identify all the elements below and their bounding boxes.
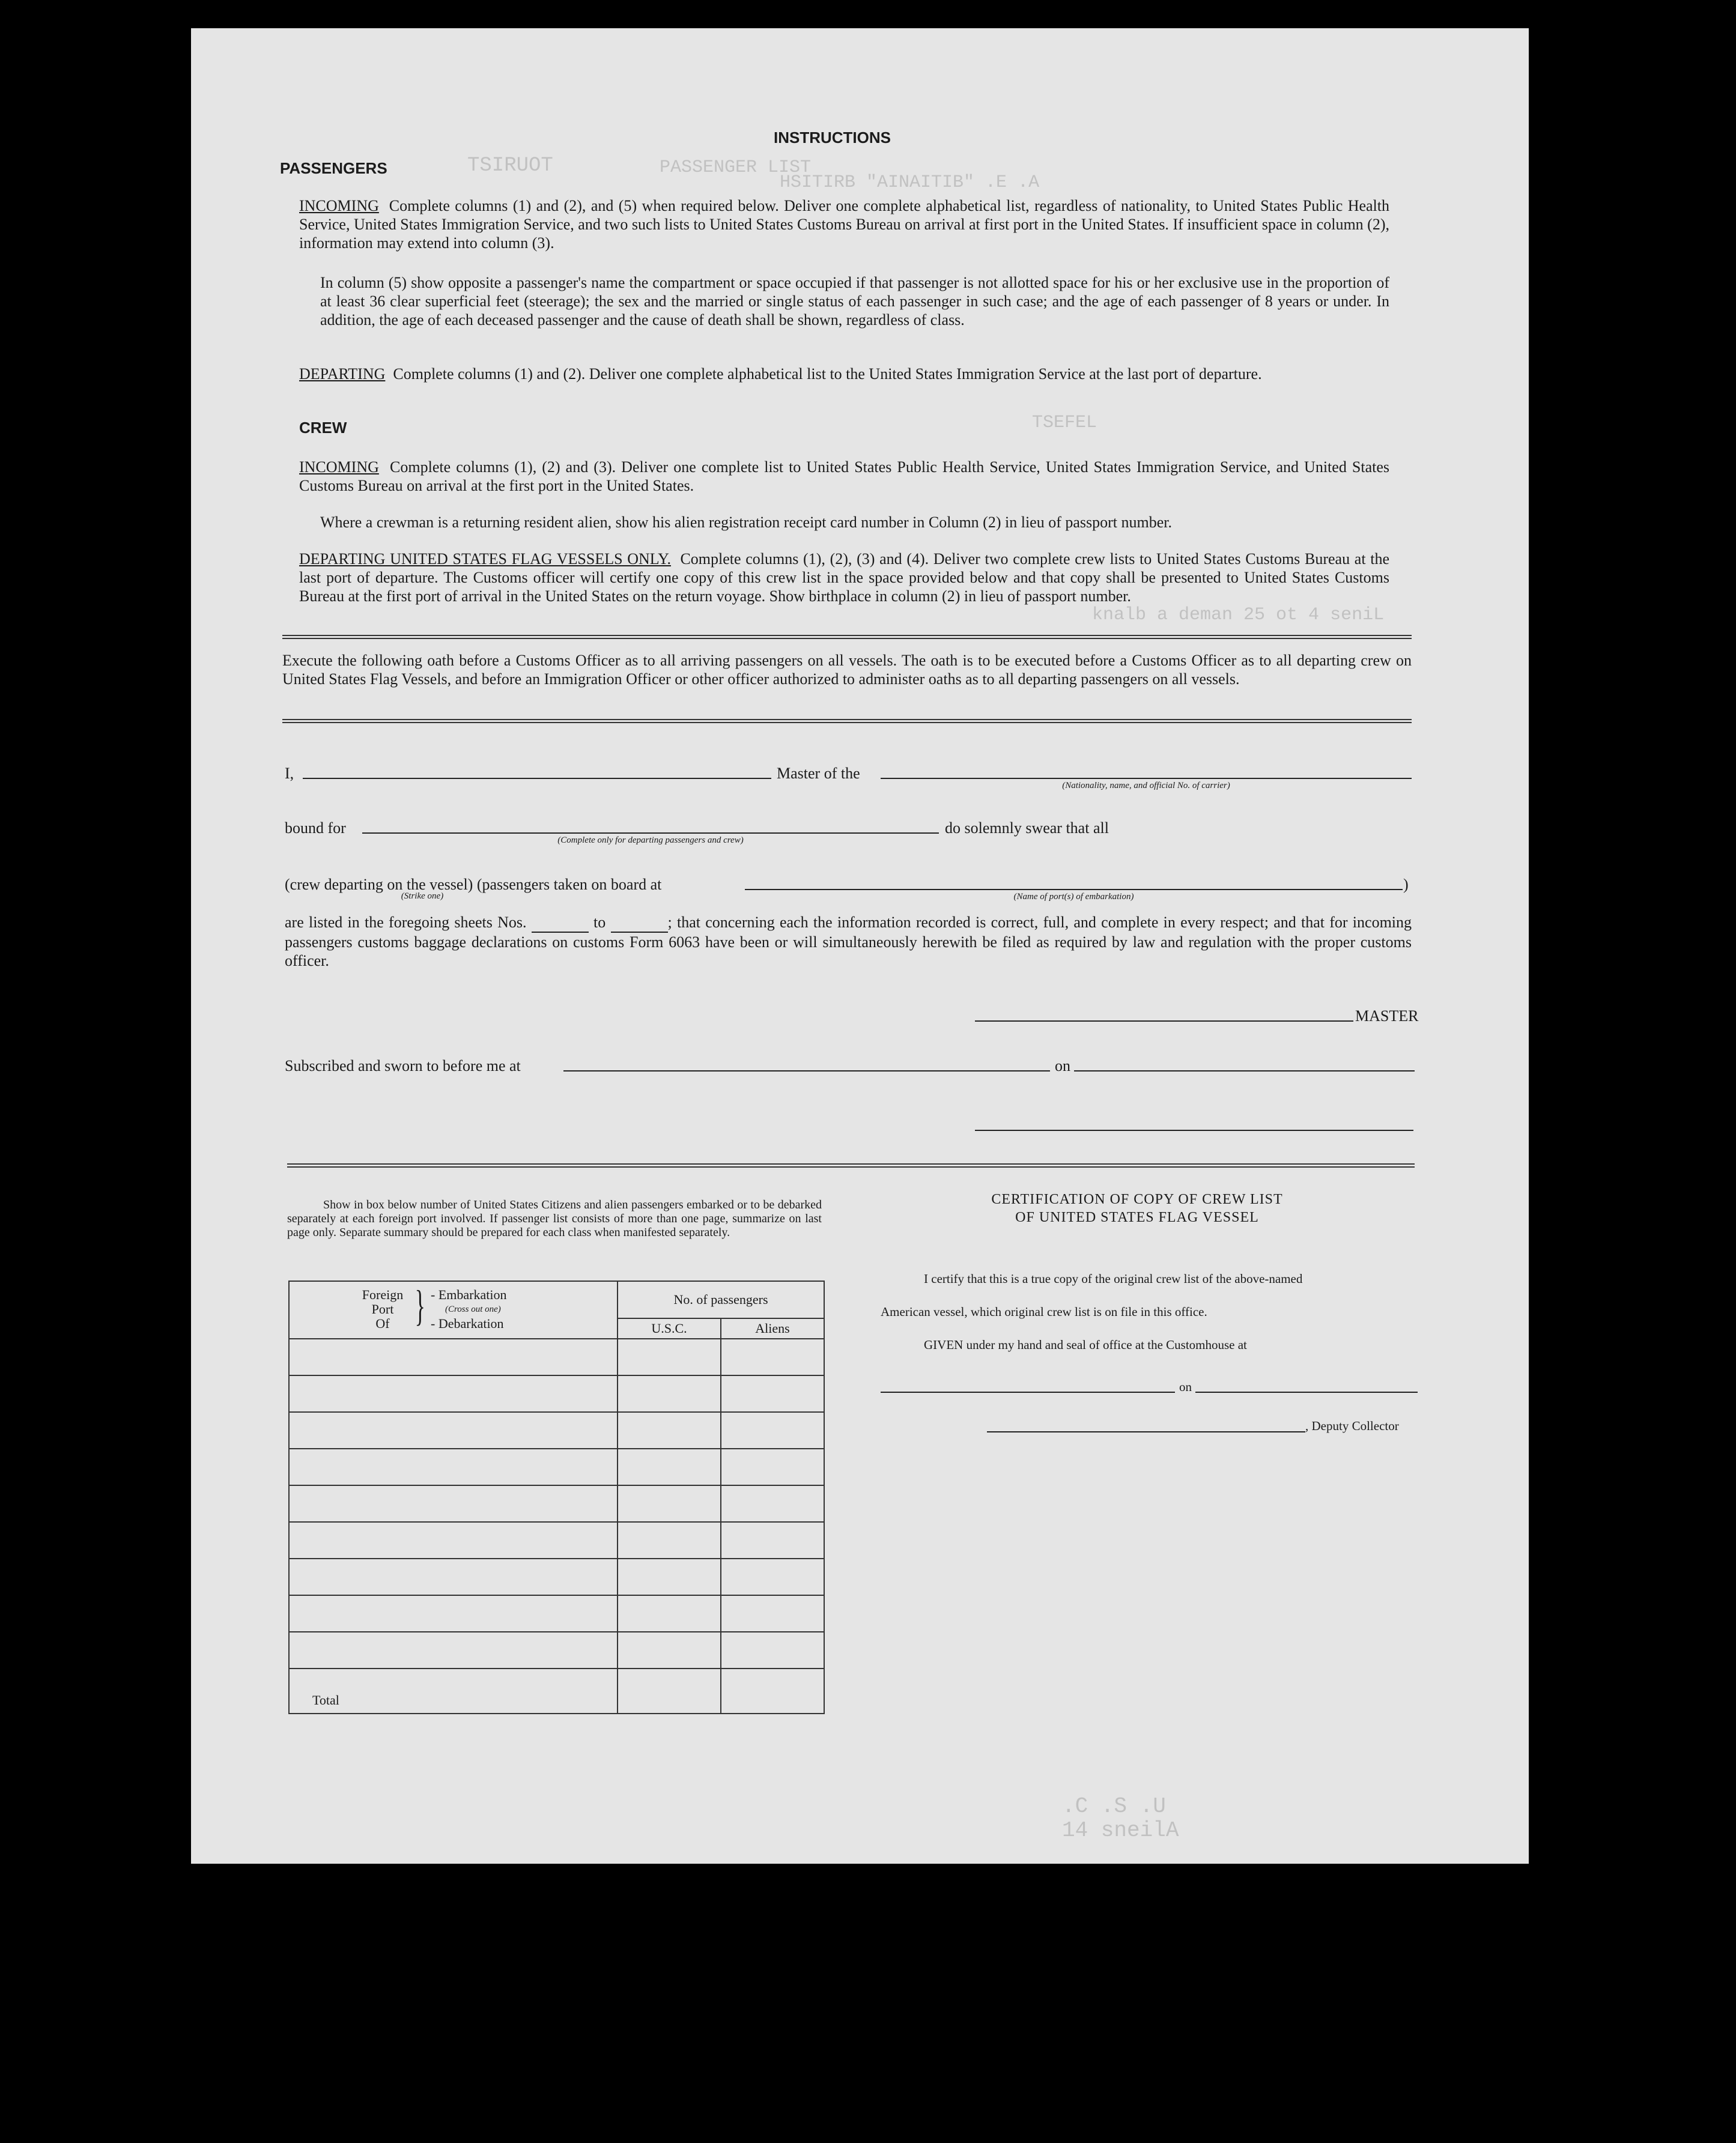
subscribed-on-label: on — [1055, 1057, 1070, 1075]
strike-one-caption: (Strike one) — [401, 891, 444, 901]
oath-i-label: I, — [285, 765, 294, 782]
port-cell[interactable] — [289, 1339, 618, 1375]
subscribed-label: Subscribed and sworn to before me at — [285, 1057, 521, 1075]
crew-departing-label: (crew departing on the vessel) (passengers taken on board at — [285, 876, 662, 893]
usc-cell[interactable] — [618, 1522, 721, 1559]
bleed-through: TSIRUOT — [467, 154, 553, 177]
cross-out-caption: (Cross out one) — [445, 1305, 501, 1314]
foreign-label: Foreign — [362, 1287, 404, 1302]
usc-cell[interactable] — [618, 1375, 721, 1412]
destination-field[interactable] — [362, 832, 939, 834]
aliens-cell[interactable] — [721, 1632, 824, 1669]
usc-cell[interactable] — [618, 1595, 721, 1632]
certification-title-line1: CERTIFICATION OF COPY OF CREW LIST — [991, 1192, 1283, 1207]
bleed-through: knalb a deman 25 ot 4 seniL — [1092, 605, 1385, 625]
instructions-title: INSTRUCTIONS — [774, 129, 891, 147]
debarkation-label: - Debarkation — [431, 1316, 504, 1331]
usc-cell[interactable] — [618, 1339, 721, 1375]
crew-incoming-text: Complete columns (1), (2) and (3). Deliver one complete list to United States Public Health Service, United States Immigration Service, and United States Customs Bureau on arrival at the first port in the United States. — [299, 458, 1389, 494]
aliens-header: Aliens — [721, 1318, 824, 1339]
usc-cell[interactable] — [618, 1449, 721, 1485]
certify-text-line2: American vessel, which original crew list is on file in this office. — [881, 1305, 1207, 1319]
aliens-total-cell[interactable] — [721, 1669, 824, 1714]
complete-only-caption: (Complete only for departing passengers and crew) — [557, 835, 744, 845]
table-row — [289, 1412, 824, 1449]
deputy-collector-label: , Deputy Collector — [1305, 1419, 1399, 1433]
table-row — [289, 1522, 824, 1559]
section-divider — [282, 635, 1412, 639]
given-text: GIVEN under my hand and seal of office at the Customhouse at — [924, 1338, 1247, 1352]
bleed-through: TSEFEL — [1032, 413, 1097, 433]
no-passengers-header: No. of passengers — [618, 1281, 824, 1318]
incoming-label: INCOMING — [299, 197, 379, 214]
certification-title — [852, 1190, 1422, 1226]
port-cell[interactable] — [289, 1522, 618, 1559]
port-cell[interactable] — [289, 1595, 618, 1632]
certification-title-line2: OF UNITED STATES FLAG VESSEL — [1015, 1210, 1259, 1225]
table-row — [289, 1595, 824, 1632]
aliens-cell[interactable] — [721, 1522, 824, 1559]
bleed-through: .C .S .U — [1062, 1794, 1166, 1819]
aliens-cell[interactable] — [721, 1595, 824, 1632]
aliens-cell[interactable] — [721, 1485, 824, 1522]
port-cell[interactable] — [289, 1559, 618, 1595]
port-cell[interactable] — [289, 1375, 618, 1412]
port-cell[interactable] — [289, 1632, 618, 1669]
aliens-cell[interactable] — [721, 1412, 824, 1449]
nationality-caption: (Nationality, name, and official No. of carrier) — [1062, 781, 1230, 790]
incoming-text: Complete columns (1) and (2), and (5) when required below. Deliver one complete alphabetical list, regardless of nationality, to United States Public Health Service, United States Immigration Service, and two such lists to United States Customs Bureau on arrival at first port in the United States. If insufficient space in column (2), information may extend into column (3). — [299, 197, 1389, 252]
crewman-paragraph: Where a crewman is a returning resident alien, show his alien registration receipt card number in Column (2) in lieu of passport number. — [320, 514, 1173, 531]
total-row — [289, 1669, 824, 1714]
flag-vessels-label: DEPARTING UNITED STATES FLAG VESSELS ONLY. — [299, 550, 672, 568]
passengers-incoming-paragraph — [299, 196, 1389, 252]
customhouse-field[interactable] — [881, 1392, 1175, 1393]
table-row — [289, 1485, 824, 1522]
master-signature-field[interactable] — [975, 1020, 1353, 1022]
crew-incoming-paragraph — [299, 458, 1389, 495]
table-row — [289, 1449, 824, 1485]
port-cell[interactable] — [289, 1485, 618, 1522]
passengers-departing-paragraph — [299, 365, 1389, 383]
deputy-signature-field[interactable] — [987, 1431, 1305, 1432]
aliens-cell[interactable] — [721, 1449, 824, 1485]
listed-rest: ; that concerning each the information recorded is correct, full, and complete in every respect; and that for incoming passengers customs baggage declarations on customs Form 6063 have been or will simultaneously herewith be filed as required by law and regulation with the proper customs officer. — [285, 914, 1412, 969]
crew-incoming-label: INCOMING — [299, 458, 379, 476]
passengers-heading: PASSENGERS — [280, 159, 387, 177]
carrier-field[interactable] — [881, 778, 1412, 779]
port-label: Port — [371, 1302, 394, 1317]
sheet-from-field[interactable] — [532, 913, 589, 933]
oath-sheets-paragraph — [285, 913, 1412, 970]
passenger-summary-table — [288, 1281, 825, 1714]
certify-date-field[interactable] — [1195, 1392, 1418, 1393]
port-header-cell — [289, 1281, 618, 1339]
embarkation-port-field[interactable] — [745, 889, 1403, 890]
flag-vessels-text: Complete columns (1), (2), (3) and (4). Deliver two complete crew lists to United States Customs Bureau at the last port of departure. The Customs officer will certify one copy of this crew list in the space provided below and that copy shall be presented to United States Customs Bureau at the first port of arrival in the United States on the return voyage. Show birthplace in column (2) in lieu of passport number. — [299, 550, 1390, 605]
sheet-to-field[interactable] — [611, 913, 668, 933]
flag-vessels-paragraph — [299, 550, 1389, 605]
crew-heading: CREW — [299, 419, 347, 437]
usc-total-cell[interactable] — [618, 1669, 721, 1714]
port-caption: (Name of port(s) of embarkation) — [1013, 892, 1134, 902]
certify-on-label: on — [1179, 1380, 1192, 1394]
table-row — [289, 1559, 824, 1595]
aliens-cell[interactable] — [721, 1375, 824, 1412]
departing-text: Complete columns (1) and (2). Deliver one complete alphabetical list to the United States Immigration Service at the last port of departure. — [393, 365, 1262, 383]
officer-signature-field[interactable] — [975, 1130, 1413, 1131]
form-page — [191, 28, 1529, 1864]
summary-instruction: Show in box below number of United States Citizens and alien passengers embarked or to be debarked separately at each foreign port involved. If passenger list consists of more than one page, summarize on last page only. Separate summary should be prepared for each class when manifested separately. — [287, 1198, 822, 1239]
master-label: MASTER — [1355, 1007, 1419, 1025]
usc-cell[interactable] — [618, 1559, 721, 1595]
port-cell[interactable] — [289, 1412, 618, 1449]
master-name-field[interactable] — [303, 778, 771, 779]
usc-header: U.S.C. — [618, 1318, 721, 1339]
total-label: Total — [289, 1669, 618, 1714]
listed-intro: are listed in the foregoing sheets Nos. — [285, 914, 527, 931]
section-divider — [282, 719, 1412, 723]
embarkation-label: - Embarkation — [431, 1287, 507, 1302]
subscribed-place-field[interactable] — [563, 1070, 1050, 1072]
subscribed-date-field[interactable] — [1074, 1070, 1415, 1072]
of-label: Of — [375, 1316, 390, 1331]
table-row — [289, 1339, 824, 1375]
certify-text-line1: I certify that this is a true copy of the original crew list of the above-named — [924, 1272, 1303, 1286]
close-paren: ) — [1403, 876, 1409, 893]
listed-to: to — [593, 914, 606, 931]
swear-label: do solemnly swear that all — [945, 819, 1109, 837]
section-divider — [287, 1163, 1415, 1168]
aliens-cell[interactable] — [721, 1559, 824, 1595]
bleed-through: 14 sneilA — [1062, 1818, 1179, 1843]
bleed-through: HSITIRB "AINAITIB" .E .A — [780, 172, 1040, 193]
master-of-the-label: Master of the — [777, 765, 860, 782]
table-row — [289, 1375, 824, 1412]
usc-cell[interactable] — [618, 1412, 721, 1449]
usc-cell[interactable] — [618, 1632, 721, 1669]
departing-label: DEPARTING — [299, 365, 386, 383]
column5-paragraph: In column (5) show opposite a passenger's name the compartment or space occupied if that passenger is not allotted space for his or her exclusive use in the proportion of at least 36 clear superficial feet (steerage); the sex and the married or single status of each passenger in such case; and the age of each passenger of 8 years or under. In addition, the age of each deceased passenger and the cause of death shall be shown, regardless of class. — [320, 274, 1389, 329]
port-cell[interactable] — [289, 1449, 618, 1485]
brace-icon: } — [414, 1282, 425, 1330]
oath-intro: Execute the following oath before a Customs Officer as to all arriving passengers on all vessels. The oath is to be executed before a Customs Officer as to all departing crew on United States Flag Vessels, and before an Immigration Officer or other officer authorized to administer oaths as to all departing passengers on all vessels. — [282, 652, 1412, 688]
table-row — [289, 1632, 824, 1669]
bound-for-label: bound for — [285, 819, 346, 837]
bleed-through: PASSENGER LIST — [660, 157, 812, 178]
usc-cell[interactable] — [618, 1485, 721, 1522]
aliens-cell[interactable] — [721, 1339, 824, 1375]
